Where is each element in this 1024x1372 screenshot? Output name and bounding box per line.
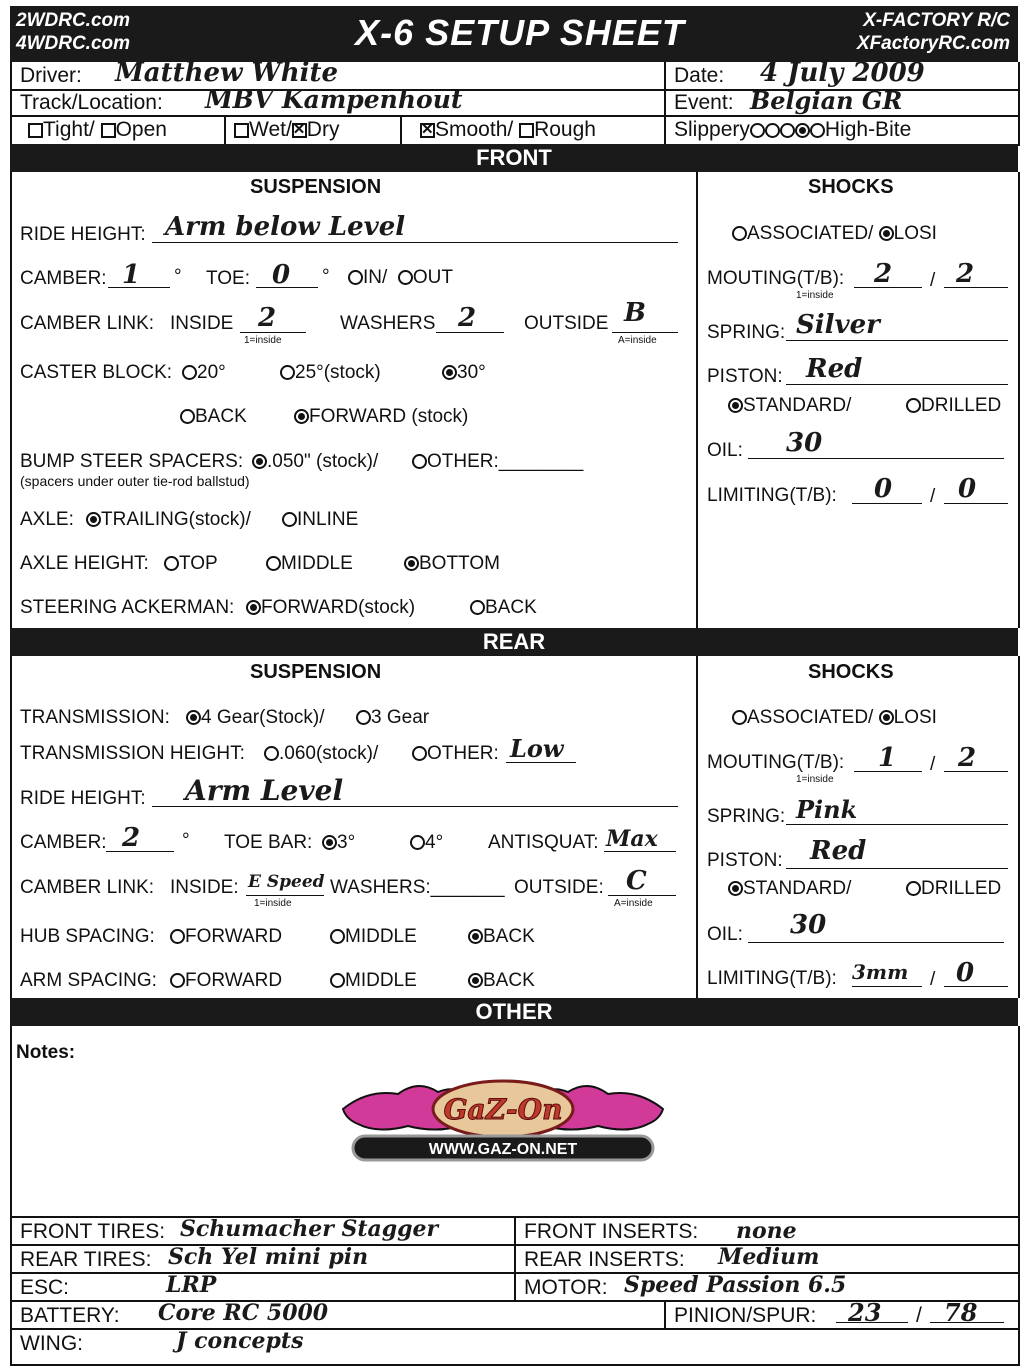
front-tires-value[interactable]: Schumacher Stagger	[180, 1216, 439, 1242]
logo-text: GaZ-On	[443, 1093, 563, 1126]
trans-060	[264, 743, 378, 765]
axle-top-label: TOP	[179, 553, 218, 574]
axle-height-top	[164, 553, 218, 575]
bump-050-radio[interactable]	[252, 454, 267, 469]
rear-inserts-label: REAR INSERTS:	[524, 1248, 685, 1271]
event-label: Event:	[674, 91, 734, 114]
caster-block-label: CASTER BLOCK:	[20, 362, 173, 383]
front-suspension-title: SUSPENSION	[250, 176, 382, 198]
bump-050	[252, 451, 378, 473]
ackerman-back-radio[interactable]	[470, 600, 485, 615]
caster-back	[180, 406, 247, 428]
trans-other	[412, 743, 499, 765]
rear-oil-line	[748, 942, 1004, 943]
front-toe-label: TOE:	[206, 268, 250, 289]
front-losi-label: LOSI	[893, 223, 937, 244]
rear-section-bar: REAR	[10, 628, 1018, 656]
bump-steer-label: BUMP STEER SPACERS:	[20, 451, 244, 472]
front-piston-label: PISTON:	[707, 366, 783, 387]
front-piston-line	[786, 384, 1008, 385]
rear-shock-brand	[732, 707, 937, 729]
pinion-value[interactable]: 23	[848, 1298, 882, 1327]
grip-radio-2[interactable]	[765, 123, 780, 138]
open-checkbox[interactable]	[101, 123, 116, 138]
arm-back-label: BACK	[483, 970, 535, 991]
caster-forward-radio[interactable]	[294, 409, 309, 424]
track-value[interactable]: MBV Kampenhout	[205, 85, 463, 114]
front-ride-height-line	[152, 242, 678, 243]
grip-radio-1[interactable]	[750, 123, 765, 138]
moisture-options	[234, 118, 339, 142]
gazon-logo	[338, 1064, 668, 1164]
rear-standard-label: STANDARD/	[743, 878, 852, 899]
arm-forward-label: FORWARD	[185, 970, 283, 991]
front-washers-value[interactable]: 2	[458, 303, 477, 333]
front-piston-type	[728, 395, 851, 417]
front-spring-value[interactable]: Silver	[796, 310, 880, 340]
ackerman-forward-label: FORWARD(stock)	[261, 597, 416, 618]
transmission-label: TRANSMISSION:	[20, 707, 170, 728]
toe-bar-3-label: 3°	[337, 832, 356, 853]
front-outside-note: A=inside	[618, 335, 657, 346]
brand-site: XFactoryRC.com	[856, 33, 1010, 54]
smoothness-options	[420, 118, 596, 142]
rear-drilled-radio[interactable]	[906, 881, 921, 896]
rear-camber-value[interactable]: 2	[122, 823, 141, 853]
front-section-bar: FRONT	[10, 144, 1018, 172]
bump-other-label: OTHER:________	[427, 451, 584, 472]
open-label: Open	[115, 118, 167, 141]
caster-25-label: 25°(stock)	[295, 362, 381, 383]
rear-inside-line	[246, 895, 324, 896]
header-bar	[10, 6, 1018, 62]
rear-mounting-label: MOUTING(T/B):	[707, 752, 845, 773]
trans-other-label: OTHER:	[427, 743, 499, 764]
arm-forward-radio[interactable]	[170, 973, 185, 988]
front-shock-brand	[732, 223, 937, 245]
arm-middle	[330, 970, 417, 992]
trans-other-value[interactable]: Low	[510, 734, 564, 763]
bump-note: (spacers under outer tie-rod ballstud)	[20, 473, 250, 489]
axle-height-bottom	[404, 553, 500, 575]
front-spring-line	[786, 340, 1008, 341]
trans-3gear-radio[interactable]	[356, 710, 371, 725]
bump-other	[412, 451, 583, 473]
rear-limiting-label: LIMITING(T/B):	[707, 968, 837, 989]
axle-trailing-radio[interactable]	[86, 512, 101, 527]
rear-mount-slash: /	[930, 754, 936, 775]
front-ride-height-label: RIDE HEIGHT:	[20, 224, 146, 245]
axle-inline-radio[interactable]	[282, 512, 297, 527]
rear-camber-deg: °	[182, 830, 190, 851]
rear-lim-bottom[interactable]: 0	[956, 958, 975, 988]
front-camber-deg: °	[174, 266, 182, 287]
front-lim-top[interactable]: 0	[874, 474, 893, 504]
rear-outside-value[interactable]: C	[626, 866, 647, 896]
front-inside-note: 1=inside	[244, 335, 282, 346]
tight-label: Tight/	[43, 118, 95, 141]
rear-piston-drilled	[906, 878, 1001, 900]
bump-other-radio[interactable]	[412, 454, 427, 469]
esc-value[interactable]: LRP	[166, 1272, 217, 1298]
wet-label: Wet/	[249, 118, 292, 141]
toe-out-label: OUT	[412, 267, 453, 288]
front-toe-deg: °	[322, 266, 330, 287]
front-outside-line	[612, 332, 678, 333]
arm-back-radio[interactable]	[468, 973, 483, 988]
rear-oil-value[interactable]: 30	[790, 910, 827, 940]
spur-value[interactable]: 78	[944, 1298, 978, 1327]
dry-checkbox[interactable]	[292, 123, 307, 138]
hub-middle-label: MIDDLE	[345, 926, 417, 947]
logo-url: WWW.GAZ-ON.NET	[428, 1141, 578, 1158]
event-value[interactable]: Belgian GR	[750, 86, 903, 115]
rear-standard-radio[interactable]	[728, 881, 743, 896]
hub-middle	[330, 926, 417, 948]
front-tires-label: FRONT TIRES:	[20, 1220, 166, 1243]
front-mounting-label: MOUTING(T/B):	[707, 268, 845, 289]
rear-lim-bottom-line	[944, 986, 1008, 987]
front-associated-label: ASSOCIATED/	[747, 223, 874, 244]
rear-inserts-value[interactable]: Medium	[718, 1244, 820, 1270]
date-value[interactable]: 4 July 2009	[760, 58, 925, 88]
toe-bar-4-label: 4°	[425, 832, 444, 853]
front-camber-label: CAMBER:	[20, 268, 107, 289]
antisquat-label: ANTISQUAT:	[488, 832, 599, 853]
rear-inside-note: 1=inside	[254, 898, 292, 909]
caster-20-label: 20°	[197, 362, 226, 383]
rear-suspension-title: SUSPENSION	[250, 661, 382, 683]
ackerman-forward-radio[interactable]	[246, 600, 261, 615]
caster-back-radio[interactable]	[180, 409, 195, 424]
esc-label: ESC:	[20, 1276, 70, 1299]
date-label: Date:	[674, 64, 725, 87]
hub-back-radio[interactable]	[468, 929, 483, 944]
other-section-bar: OTHER	[10, 998, 1018, 1026]
rear-oil-label: OIL:	[707, 924, 743, 945]
rear-ride-height-label: RIDE HEIGHT:	[20, 788, 146, 809]
arm-back	[468, 970, 535, 992]
front-ride-height-value[interactable]: Arm below Level	[165, 212, 406, 242]
hub-forward	[170, 926, 282, 948]
rear-piston-line	[786, 868, 1008, 869]
rear-mount-note: 1=inside	[796, 774, 834, 785]
axle-trailing-label: TRAILING(stock)/	[101, 509, 251, 530]
rough-checkbox[interactable]	[519, 123, 534, 138]
rear-associated-label: ASSOCIATED/	[747, 707, 874, 728]
caster-30-label: 30°	[457, 362, 486, 383]
arm-middle-label: MIDDLE	[345, 970, 417, 991]
rear-washers-label: WASHERS:_______	[330, 877, 505, 898]
front-drilled-radio[interactable]	[906, 398, 921, 413]
front-inserts-value[interactable]: none	[736, 1218, 797, 1244]
ackerman-back	[470, 597, 537, 619]
hub-back-label: BACK	[483, 926, 535, 947]
toe-in-label: IN/	[363, 267, 388, 288]
caster-30	[442, 362, 486, 384]
axle-middle-label: MIDDLE	[281, 553, 353, 574]
rear-camber-link-label: CAMBER LINK:	[20, 877, 155, 898]
front-mount-top[interactable]: 2	[874, 259, 893, 289]
front-standard-label: STANDARD/	[743, 395, 852, 416]
front-mount-bottom[interactable]: 2	[956, 259, 975, 289]
toe-out-radio[interactable]	[398, 270, 413, 285]
rear-spring-label: SPRING:	[707, 806, 786, 827]
pinion-label: PINION/SPUR:	[674, 1304, 817, 1327]
pinion-slash: /	[916, 1304, 922, 1327]
grip-radio-3[interactable]	[780, 123, 795, 138]
axle-bottom-label: BOTTOM	[419, 553, 500, 574]
front-mount-slash: /	[930, 270, 936, 291]
front-drilled-label: DRILLED	[921, 395, 1002, 416]
axle-inline	[282, 509, 358, 531]
trans-height-label: TRANSMISSION HEIGHT:	[20, 743, 245, 764]
rear-drilled-label: DRILLED	[921, 878, 1002, 899]
wing-value[interactable]: J concepts	[176, 1328, 304, 1354]
trans-4gear-radio[interactable]	[186, 710, 201, 725]
rear-lim-top[interactable]: 3mm	[852, 960, 909, 984]
hub-forward-radio[interactable]	[170, 929, 185, 944]
front-washers-label: WASHERS	[340, 313, 436, 334]
front-inserts-label: FRONT INSERTS:	[524, 1220, 699, 1243]
smooth-label: Smooth/	[435, 118, 514, 141]
ackerman-label: STEERING ACKERMAN:	[20, 597, 235, 618]
caster-20	[182, 362, 226, 384]
ackerman-forward	[246, 597, 415, 619]
flame-logo-icon	[338, 1064, 668, 1164]
battery-label: BATTERY:	[20, 1304, 120, 1327]
trans-4gear-label: 4 Gear(Stock)/	[201, 707, 325, 728]
rear-tires-value[interactable]: Sch Yel mini pin	[168, 1244, 369, 1270]
rear-losi-radio[interactable]	[879, 710, 894, 725]
front-mount-note: 1=inside	[796, 290, 834, 301]
rear-shocks-title: SHOCKS	[808, 661, 894, 683]
motor-value[interactable]: Speed Passion 6.5	[624, 1272, 847, 1298]
rear-associated-radio[interactable]	[732, 710, 747, 725]
arm-middle-radio[interactable]	[330, 973, 345, 988]
front-camber-link-label: CAMBER LINK:	[20, 313, 155, 334]
wet-checkbox[interactable]	[234, 123, 249, 138]
notes-label: Notes:	[16, 1042, 76, 1063]
rear-tires-label: REAR TIRES:	[20, 1248, 152, 1271]
front-lim-bottom[interactable]: 0	[958, 474, 977, 504]
rear-lim-top-line	[852, 986, 922, 987]
caster-forward	[294, 406, 468, 428]
arm-spacing-label: ARM SPACING:	[20, 970, 157, 991]
front-oil-value[interactable]: 30	[786, 428, 823, 458]
trans-3gear	[356, 707, 429, 729]
caster-30-radio[interactable]	[442, 365, 457, 380]
rough-label: Rough	[534, 118, 596, 141]
highbite-label: High-Bite	[824, 118, 912, 141]
axle-bottom-radio[interactable]	[404, 556, 419, 571]
front-shocks-title: SHOCKS	[808, 176, 894, 198]
hub-forward-label: FORWARD	[185, 926, 283, 947]
grip-scale	[674, 118, 911, 142]
front-losi-radio[interactable]	[879, 226, 894, 241]
toe-in-radio[interactable]	[348, 270, 363, 285]
axle-middle-radio[interactable]	[266, 556, 281, 571]
caster-20-radio[interactable]	[182, 365, 197, 380]
rear-piston-value[interactable]: Red	[810, 836, 867, 866]
axle-inline-label: INLINE	[297, 509, 359, 530]
grip-radio-5[interactable]	[810, 123, 825, 138]
front-limiting-label: LIMITING(T/B):	[707, 485, 837, 506]
front-oil-label: OIL:	[707, 440, 743, 461]
trans-other-radio[interactable]	[412, 746, 427, 761]
rear-inside-label: INSIDE:	[170, 877, 239, 898]
slippery-label: Slippery	[674, 118, 750, 141]
caster-25	[280, 362, 381, 384]
front-lim-slash: /	[930, 486, 936, 507]
toe-bar-3-radio[interactable]	[322, 835, 337, 850]
track-label: Track/Location:	[20, 91, 163, 114]
rear-outside-label: OUTSIDE:	[514, 877, 604, 898]
motor-label: MOTOR:	[524, 1276, 608, 1299]
driver-label: Driver:	[20, 64, 82, 87]
axle-top-radio[interactable]	[164, 556, 179, 571]
hub-spacing-label: HUB SPACING:	[20, 926, 155, 947]
rear-piston-type	[728, 878, 851, 900]
front-piston-drilled	[906, 395, 1001, 417]
front-associated-radio[interactable]	[732, 226, 747, 241]
tight-checkbox[interactable]	[28, 123, 43, 138]
dry-label: Dry	[306, 118, 340, 141]
surface-options	[28, 118, 167, 142]
arm-forward	[170, 970, 282, 992]
front-oil-line	[748, 458, 1004, 459]
front-inside-label: INSIDE	[170, 313, 234, 334]
rear-spring-value[interactable]: Pink	[796, 795, 858, 824]
front-spring-label: SPRING:	[707, 322, 786, 343]
caster-25-radio[interactable]	[280, 365, 295, 380]
rear-mount-bottom[interactable]: 2	[958, 743, 977, 773]
smooth-checkbox[interactable]	[420, 123, 435, 138]
grip-radio-4[interactable]	[795, 123, 810, 138]
hub-back	[468, 926, 535, 948]
site-4wdrc: 4WDRC.com	[16, 33, 131, 54]
toe-bar-4	[410, 832, 443, 854]
front-camber-value[interactable]: 1	[122, 260, 141, 290]
rear-spring-line	[786, 824, 1008, 825]
rear-piston-label: PISTON:	[707, 850, 783, 871]
antisquat-value[interactable]: Max	[606, 826, 658, 852]
trans-4gear	[186, 707, 325, 729]
rear-inside-value[interactable]: E Speed	[248, 872, 325, 892]
page-title: X-6 SETUP SHEET	[355, 12, 685, 53]
rear-camber-label: CAMBER:	[20, 832, 107, 853]
rear-mount-top[interactable]: 1	[878, 743, 897, 773]
site-2wdrc: 2WDRC.com	[16, 10, 131, 31]
hub-middle-radio[interactable]	[330, 929, 345, 944]
wing-label: WING:	[20, 1332, 83, 1355]
bump-050-label: .050" (stock)/	[267, 451, 379, 472]
ackerman-back-label: BACK	[485, 597, 537, 618]
rear-outside-note: A=inside	[614, 898, 653, 909]
rear-ride-height-value[interactable]: Arm Level	[185, 774, 344, 807]
front-outside-label: OUTSIDE	[524, 313, 609, 334]
axle-height-middle	[266, 553, 353, 575]
axle-trailing	[86, 509, 251, 531]
caster-forward-label: FORWARD (stock)	[309, 406, 469, 427]
brand-name: X-FACTORY R/C	[863, 10, 1010, 31]
toe-bar-3	[322, 832, 355, 854]
toe-bar-4-radio[interactable]	[410, 835, 425, 850]
rear-lim-slash: /	[930, 969, 936, 990]
axle-label: AXLE:	[20, 509, 74, 530]
rear-losi-label: LOSI	[893, 707, 937, 728]
toe-bar-label: TOE BAR:	[224, 832, 313, 853]
trans-060-radio[interactable]	[264, 746, 279, 761]
front-inside-value[interactable]: 2	[258, 303, 277, 333]
trans-3gear-label: 3 Gear	[371, 707, 430, 728]
axle-height-label: AXLE HEIGHT:	[20, 553, 149, 574]
caster-back-label: BACK	[195, 406, 247, 427]
driver-value[interactable]: Matthew White	[115, 58, 339, 88]
front-outside-value[interactable]: B	[624, 298, 646, 328]
trans-060-label: .060(stock)/	[279, 743, 379, 764]
front-mount-bottom-line	[944, 287, 1008, 288]
front-piston-value[interactable]: Red	[806, 354, 863, 384]
battery-value[interactable]: Core RC 5000	[158, 1300, 329, 1326]
front-standard-radio[interactable]	[728, 398, 743, 413]
front-toe-value[interactable]: 0	[272, 260, 291, 290]
front-toe-direction	[348, 267, 453, 289]
